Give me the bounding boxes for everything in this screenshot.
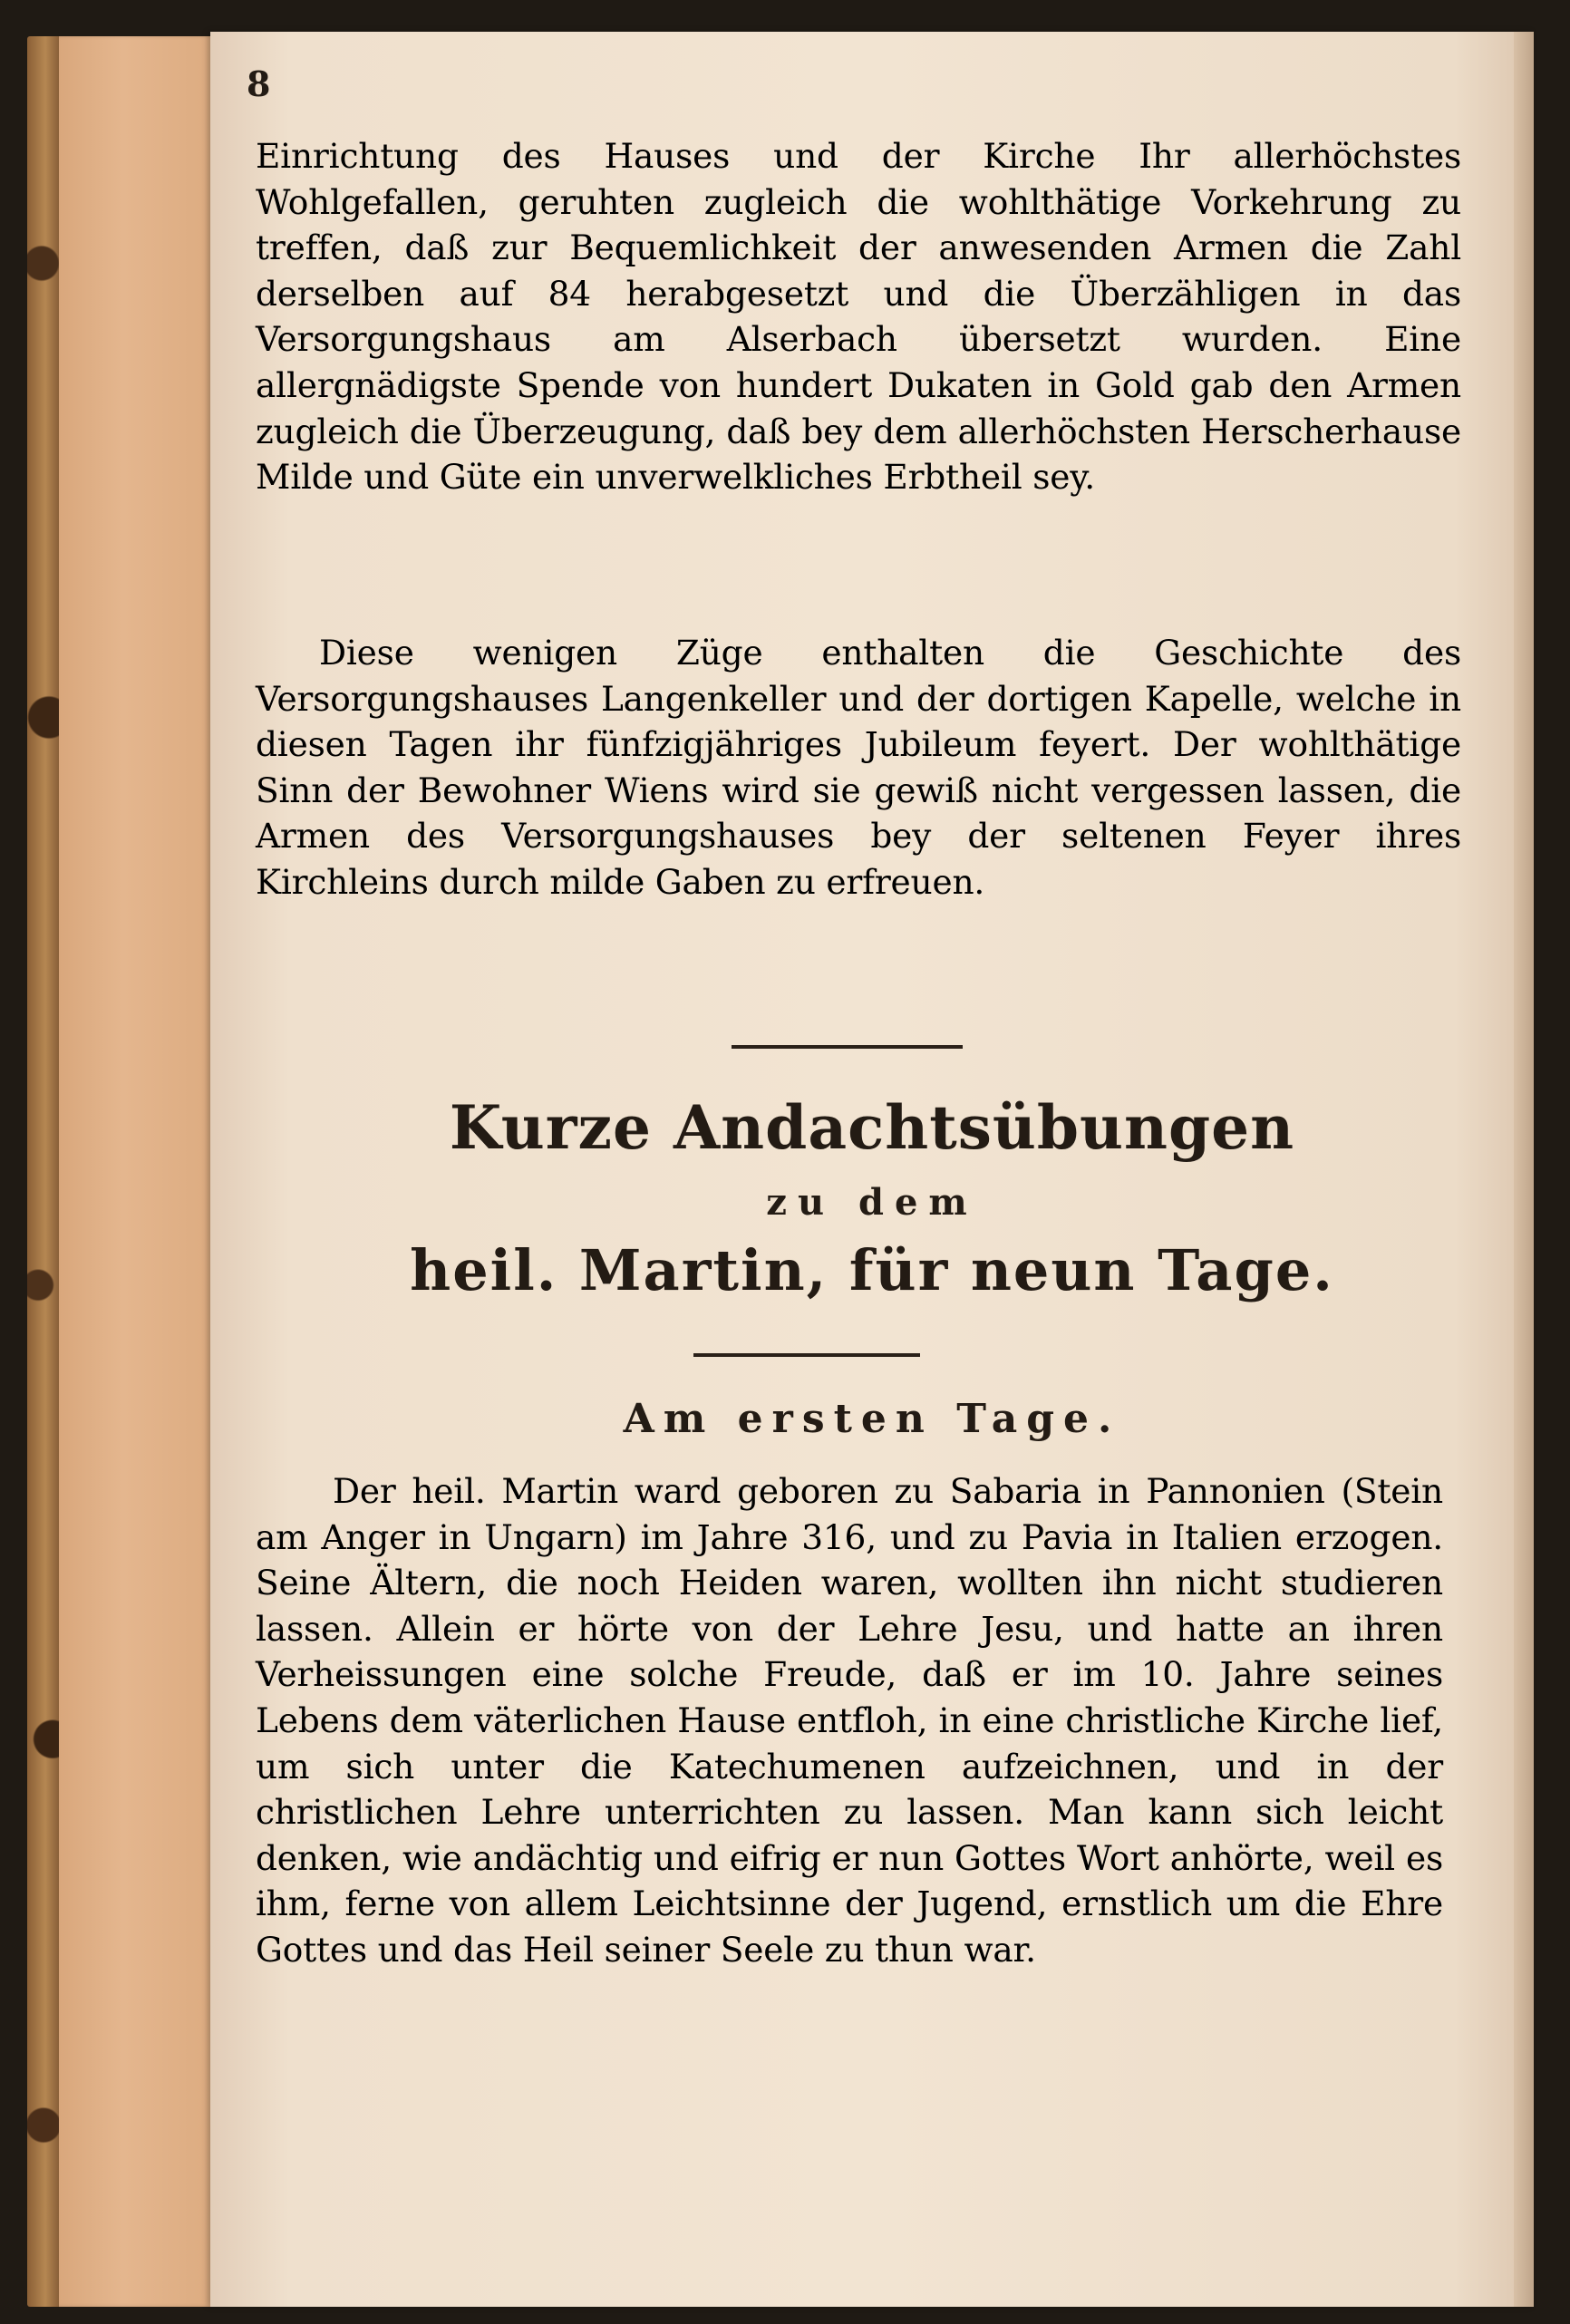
book-page <box>210 32 1534 2307</box>
paragraph-first-day: Der heil. Martin ward geboren zu Sabaria in Pannonien (Stein am Anger in Ungarn) im Jahre 316, und zu Pavia in Italien erzogen. Seine Ältern, die noch Heiden waren, wollten ihn nicht studieren lassen. Allein er hörte von der Lehre Jesu, und hatte an ihren Verheissungen eine solche Freude, daß er im 10. Jahre seines Lebens dem väterlichen Hause entfloh, in eine christliche Kirche lief, um sich unter die Katechumenen aufzeichnen, und in der christlichen Lehre unterrichten zu lassen. Man kann sich leicht denken, wie andächtig und eifrig er nun Gottes Wort anhörte, weil es ihm, ferne von allem Leichtsinne der Jugend, ernstlich um die Ehre Gottes und das Heil seiner Seele zu thun war. <box>256 1471 1443 1970</box>
page-edge <box>1514 32 1534 2307</box>
section-title-line2: heil. Martin, für neun Tage. <box>410 1237 1334 1303</box>
page-number: 8 <box>247 63 271 104</box>
book-cover-edge <box>59 36 218 2307</box>
paragraph-jubilee: Diese wenigen Züge enthalten die Geschichte des Versorgungshauses Langenkeller und der dortigen Kapelle, welche in diesen Tagen ihr fünfzigjähriges Jubileum feyert. Der wohlthätige Sinn der Bewohner Wiens wird sie gewiß nicht vergessen lassen, die Armen des Versorgungshauses bey der seltenen Feyer ihres Kirchleins durch milde Gaben zu erfreuen. <box>256 633 1461 902</box>
section-divider-bottom <box>693 1353 920 1357</box>
section-title: Kurze Andachtsübungen <box>449 1092 1295 1163</box>
day-heading: Am ersten Tage. <box>623 1396 1121 1442</box>
book-spine <box>27 36 63 2307</box>
section-divider-top <box>732 1045 963 1049</box>
section-subtitle: zu dem <box>766 1181 978 1224</box>
paragraph-continuation: Einrichtung des Hauses und der Kirche Ihr allerhöchstes Wohlgefallen, geruhten zugleich die wohlthätige Vorkehrung zu treffen, daß zur Bequemlichkeit der anwesenden Armen die Zahl derselben auf 84 herabgesetzt und die Überzähligen in das Versorgungshaus am Alserbach übersetzt wurden. Eine allergnädigste Spende von hundert Dukaten in Gold gab den Armen zugleich die Überzeugung, daß bey dem allerhöchsten Herscherhause Milde und Güte ein unverwelkliches Erbtheil sey. <box>256 136 1461 498</box>
